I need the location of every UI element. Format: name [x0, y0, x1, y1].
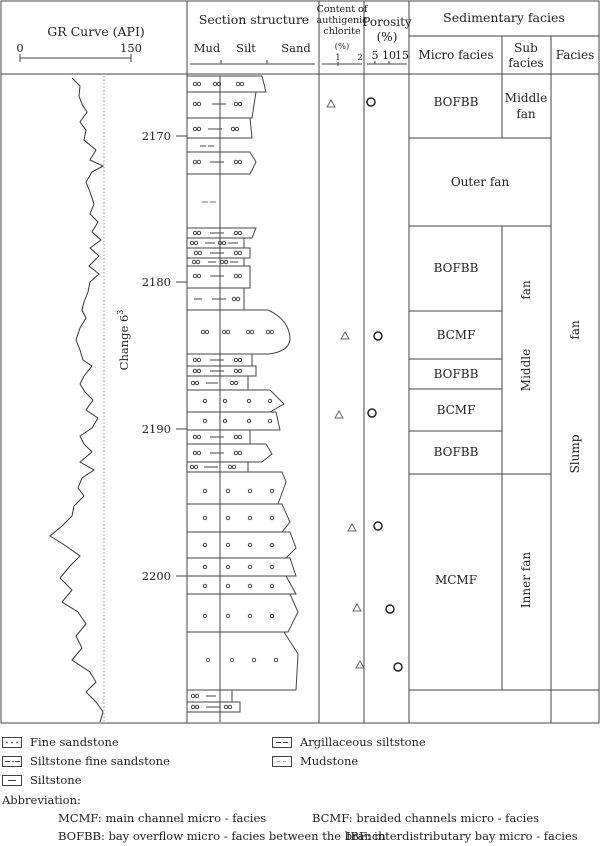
litho-dot [197, 127, 200, 130]
abbreviation-bcmf: BCMF: braided channels micro - facies [312, 811, 540, 825]
legend-fine-sandstone [2, 735, 119, 749]
porosity-point [374, 332, 382, 340]
litho-dot [234, 451, 237, 454]
sub-facies-middle-fan-2: fan [516, 107, 536, 121]
litho-dot [203, 565, 206, 568]
litho-dot [193, 451, 196, 454]
litho-dot [236, 82, 239, 85]
depth-label-2190: 2190 [141, 422, 171, 436]
sedimentary-facies-title: Sedimentary facies [443, 10, 565, 25]
litho-dot [190, 241, 193, 244]
litho-dot [270, 584, 273, 587]
litho-dot [228, 705, 231, 708]
litho-dot [197, 274, 200, 277]
sub-facies-middle-fan-1: Middle [504, 91, 548, 105]
litho-dot [248, 543, 251, 546]
chlorite-point [356, 661, 364, 668]
litho-dot [230, 381, 233, 384]
litho-dot [191, 694, 194, 697]
porosity-title-2: (%) [376, 30, 398, 44]
silt-label: Silt [236, 41, 256, 55]
litho-dot [197, 82, 200, 85]
litho-dot [238, 274, 241, 277]
micro-facies-3: BOFBB [433, 261, 479, 275]
chlorite-point [341, 332, 349, 339]
litho-dot [270, 614, 273, 617]
gr-axis [20, 54, 131, 62]
chlorite-unit: (%) [334, 42, 350, 52]
litho-dot [203, 543, 206, 546]
chlorite-point [348, 524, 356, 531]
sub-facies-header-2: facies [508, 56, 544, 70]
litho-dot [194, 465, 197, 468]
litho-dot [223, 419, 226, 422]
litho-dot [238, 160, 241, 163]
litho-dot [270, 565, 273, 568]
litho-dot [248, 614, 251, 617]
litho-dot [234, 231, 237, 234]
litho-dot [234, 102, 237, 105]
porosity-point [394, 663, 402, 671]
gr-curve [50, 78, 103, 722]
chlorite-title-1: Content of [316, 4, 368, 15]
litho-dot [203, 516, 206, 519]
litho-dot [203, 399, 206, 402]
mudstone-swatch [272, 756, 292, 767]
litho-dot [201, 330, 204, 333]
gr-axis-min: 0 [16, 41, 24, 55]
litho-dot [213, 82, 216, 85]
chlorite-points [327, 100, 364, 668]
litho-dot [252, 658, 255, 661]
litho-dot [270, 489, 273, 492]
litho-dot [194, 251, 197, 254]
litho-dot [203, 584, 206, 587]
litho-dot [206, 658, 209, 661]
litho-dot [223, 399, 226, 402]
frame [1, 1, 599, 723]
gr-curve-title: GR Curve (API) [47, 24, 145, 39]
litho-dot [234, 274, 237, 277]
porosity-tick-5: 5 [371, 49, 379, 62]
facies-slump: Slump [568, 434, 582, 474]
change-label: Change $6^3$ [116, 309, 131, 371]
litho-dot [226, 614, 229, 617]
litho-dot [268, 399, 271, 402]
porosity-tick-15: 15 [395, 49, 409, 62]
litho-dot [234, 251, 237, 254]
siltstone-swatch [2, 775, 22, 786]
litho-dot [193, 274, 196, 277]
litho-dot [205, 330, 208, 333]
sand-label: Sand [281, 41, 311, 55]
legend-siltstone [2, 773, 82, 787]
section-structure-title: Section structure [198, 12, 310, 27]
litho-dot [238, 251, 241, 254]
litho-dot [193, 82, 196, 85]
litho-dot [238, 369, 241, 372]
abbreviation-mcmf: MCMF: main channel micro - facies [58, 811, 267, 825]
argillaceous-siltstone-label: Argillaceous siltstone [300, 735, 426, 749]
litho-dot [197, 451, 200, 454]
litho-dot [234, 369, 237, 372]
litho-dot [246, 330, 249, 333]
litho-dot [234, 358, 237, 361]
sub-facies-header-1: Sub [514, 41, 538, 55]
litho-dot [203, 614, 206, 617]
litho-dot [238, 451, 241, 454]
litho-dot [195, 694, 198, 697]
litho-dot [238, 358, 241, 361]
micro-facies-2: Outer fan [450, 175, 510, 189]
litho-dot [197, 160, 200, 163]
micro-facies-8: MCMF [434, 573, 478, 587]
chlorite-point [335, 411, 343, 418]
litho-dot [196, 260, 199, 263]
legend-siltstone-fine-sandstone [2, 754, 170, 768]
litho-dot [222, 241, 225, 244]
chlorite-tick-1: 1 [335, 53, 341, 63]
porosity-tick-10: 10 [382, 49, 396, 62]
litho-dot [191, 705, 194, 708]
depth-label-2200: 2200 [141, 569, 171, 583]
gr-axis-max: 150 [120, 41, 142, 55]
litho-dot [193, 102, 196, 105]
litho-dot [193, 160, 196, 163]
litho-dot [248, 516, 251, 519]
litho-dot [193, 127, 196, 130]
litho-dot [274, 658, 277, 661]
chlorite-point [327, 100, 335, 107]
litho-dot [195, 381, 198, 384]
litho-dot [270, 516, 273, 519]
litho-dot [268, 419, 271, 422]
litho-dot [203, 419, 206, 422]
litho-dot [226, 584, 229, 587]
litho-dot [236, 297, 239, 300]
micro-facies-6: BCMF [436, 403, 476, 417]
litho-dot [248, 489, 251, 492]
litho-dot [266, 330, 269, 333]
litho-dot [197, 102, 200, 105]
litho-dot [235, 127, 238, 130]
litho-dot [197, 435, 200, 438]
litho-dot [222, 330, 225, 333]
litho-dot [234, 435, 237, 438]
micro-facies-4: BCMF [436, 328, 476, 342]
litho-dot [226, 543, 229, 546]
litho-dot [197, 369, 200, 372]
litho-dot [224, 260, 227, 263]
litho-dot [220, 260, 223, 263]
micro-facies-header: Micro facies [418, 48, 494, 62]
litho-dot [248, 584, 251, 587]
facies-grid [409, 74, 599, 723]
litho-dot [197, 231, 200, 234]
litho-dot [192, 260, 195, 263]
micro-facies-5: BOFBB [433, 367, 479, 381]
siltstone-fine-sandstone-swatch [2, 756, 22, 767]
depth-label-2180: 2180 [141, 275, 171, 289]
litho-dot [228, 465, 231, 468]
litho-dot [238, 435, 241, 438]
litho-dot [234, 160, 237, 163]
litho-dot [240, 82, 243, 85]
litho-dot [250, 330, 253, 333]
chlorite-tick-2: 2 [357, 53, 363, 63]
litho-dot [193, 369, 196, 372]
litho-dot [191, 381, 194, 384]
litho-dot [193, 231, 196, 234]
abbreviation-bofbb: BOFBB: bay overflow micro - facies between the branch [58, 829, 386, 843]
argillaceous-siltstone-swatch [272, 737, 292, 748]
litho-dot [247, 419, 250, 422]
porosity-point [368, 409, 376, 417]
depth-label-2170: 2170 [141, 129, 171, 143]
legend-mudstone [272, 754, 358, 768]
siltstone-fine-sandstone-label: Siltstone fine sandstone [30, 754, 170, 768]
litho-dot [270, 330, 273, 333]
chlorite-title-3: chlorite [323, 26, 361, 37]
chlorite-point [353, 604, 361, 611]
litho-dot [224, 705, 227, 708]
porosity-point [386, 605, 394, 613]
litho-dot [238, 102, 241, 105]
litho-dot [238, 231, 241, 234]
section-lithology [187, 76, 298, 722]
lithology-symbols [190, 82, 277, 708]
facies-fan: fan [568, 320, 582, 340]
chlorite-title-2: authigenic [316, 15, 368, 26]
litho-dot [190, 465, 193, 468]
sub-facies-middle-vertical: Middle [519, 348, 533, 392]
fine-sandstone-label: Fine sandstone [30, 735, 119, 749]
litho-dot [194, 241, 197, 244]
litho-dot [230, 658, 233, 661]
litho-dot [248, 565, 251, 568]
legend-argillaceous-siltstone [272, 735, 426, 749]
litho-dot [193, 358, 196, 361]
litho-dot [203, 489, 206, 492]
fine-sandstone-swatch [2, 737, 22, 748]
porosity-point [367, 98, 375, 106]
litho-dot [226, 516, 229, 519]
litho-dot [198, 251, 201, 254]
litho-dot [226, 330, 229, 333]
facies-header: Facies [555, 48, 595, 62]
litho-dot [232, 297, 235, 300]
porosity-point [374, 522, 382, 530]
micro-facies-7: BOFBB [433, 445, 479, 459]
litho-dot [232, 465, 235, 468]
litho-dot [226, 565, 229, 568]
litho-dot [270, 543, 273, 546]
section-axis [190, 60, 315, 64]
sub-facies-inner-fan: Inner fan [519, 551, 533, 609]
micro-facies-1: BOFBB [433, 95, 479, 109]
litho-dot [247, 399, 250, 402]
porosity-title-1: Porosity [362, 15, 412, 29]
chlorite-axis [322, 62, 362, 66]
sub-facies-fan-vertical: fan [519, 280, 533, 300]
depth-ticks [176, 136, 187, 576]
litho-dot [226, 489, 229, 492]
abbreviation-ibf: IBF: interdistributary bay micro - facies [346, 829, 578, 843]
siltstone-label: Siltstone [30, 773, 82, 787]
litho-dot [231, 127, 234, 130]
litho-dot [197, 358, 200, 361]
porosity-points [367, 98, 402, 671]
mud-label: Mud [193, 41, 221, 55]
litho-dot [193, 435, 196, 438]
abbreviation-title: Abbreviation: [2, 793, 81, 807]
mudstone-label: Mudstone [300, 754, 359, 768]
litho-dot [195, 705, 198, 708]
litho-dot [234, 381, 237, 384]
